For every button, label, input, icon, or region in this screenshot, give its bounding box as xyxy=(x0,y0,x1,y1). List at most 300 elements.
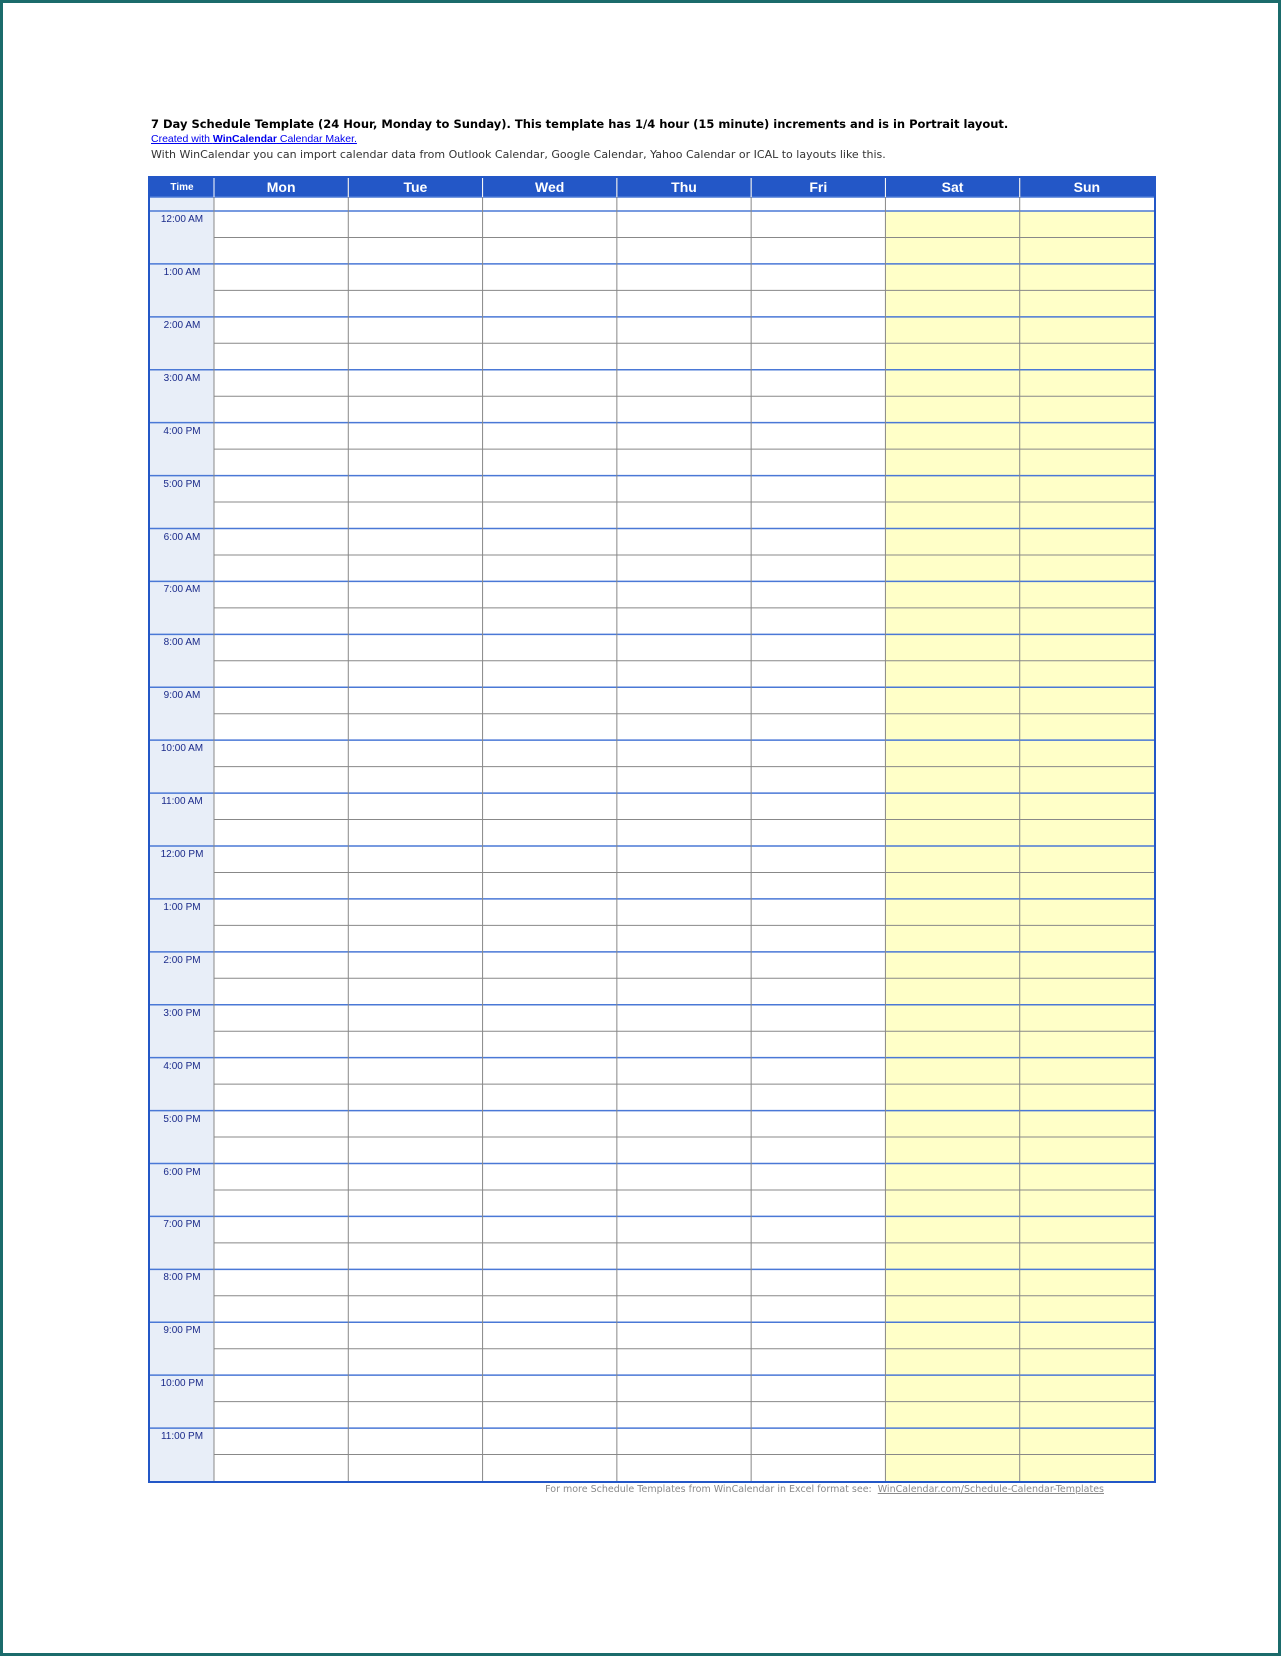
schedule-slot[interactable] xyxy=(886,1032,1018,1056)
schedule-slot[interactable] xyxy=(618,344,750,368)
schedule-slot[interactable] xyxy=(349,1376,481,1400)
schedule-slot[interactable] xyxy=(349,477,481,501)
schedule-slot[interactable] xyxy=(484,397,616,421)
schedule-slot[interactable] xyxy=(215,582,347,606)
schedule-slot[interactable] xyxy=(886,238,1018,262)
schedule-slot[interactable] xyxy=(618,1350,750,1374)
schedule-slot[interactable] xyxy=(484,530,616,554)
schedule-slot[interactable] xyxy=(618,768,750,792)
schedule-slot[interactable] xyxy=(1021,291,1153,315)
schedule-slot[interactable] xyxy=(484,1191,616,1215)
schedule-slot[interactable] xyxy=(349,768,481,792)
schedule-slot[interactable] xyxy=(349,371,481,395)
schedule-slot[interactable] xyxy=(1021,821,1153,845)
schedule-slot[interactable] xyxy=(349,688,481,712)
schedule-slot[interactable] xyxy=(1021,768,1153,792)
schedule-slot[interactable] xyxy=(886,847,1018,871)
schedule-slot[interactable] xyxy=(349,662,481,686)
schedule-slot[interactable] xyxy=(886,1165,1018,1189)
schedule-slot[interactable] xyxy=(215,371,347,395)
schedule-slot[interactable] xyxy=(484,741,616,765)
schedule-slot[interactable] xyxy=(215,1085,347,1109)
schedule-slot[interactable] xyxy=(886,291,1018,315)
schedule-slot[interactable] xyxy=(215,291,347,315)
schedule-slot[interactable] xyxy=(484,900,616,924)
schedule-slot[interactable] xyxy=(215,1297,347,1321)
schedule-slot[interactable] xyxy=(618,265,750,289)
schedule-slot[interactable] xyxy=(618,1376,750,1400)
schedule-slot[interactable] xyxy=(618,371,750,395)
schedule-slot[interactable] xyxy=(349,794,481,818)
schedule-slot[interactable] xyxy=(484,477,616,501)
schedule-slot[interactable] xyxy=(618,609,750,633)
schedule-slot[interactable] xyxy=(215,397,347,421)
schedule-slot[interactable] xyxy=(886,715,1018,739)
schedule-slot[interactable] xyxy=(886,741,1018,765)
schedule-slot[interactable] xyxy=(1021,609,1153,633)
schedule-slot[interactable] xyxy=(215,318,347,342)
schedule-slot[interactable] xyxy=(215,1429,347,1453)
schedule-slot[interactable] xyxy=(484,371,616,395)
schedule-slot[interactable] xyxy=(1021,265,1153,289)
schedule-slot[interactable] xyxy=(752,688,884,712)
schedule-slot[interactable] xyxy=(752,1376,884,1400)
schedule-slot[interactable] xyxy=(1021,1456,1153,1480)
schedule-slot[interactable] xyxy=(618,1456,750,1480)
schedule-slot[interactable] xyxy=(1021,1323,1153,1347)
schedule-slot[interactable] xyxy=(886,953,1018,977)
schedule-slot[interactable] xyxy=(484,821,616,845)
schedule-slot[interactable] xyxy=(886,688,1018,712)
schedule-slot[interactable] xyxy=(886,900,1018,924)
schedule-slot[interactable] xyxy=(886,530,1018,554)
schedule-slot[interactable] xyxy=(618,1297,750,1321)
schedule-slot[interactable] xyxy=(618,397,750,421)
schedule-slot[interactable] xyxy=(752,847,884,871)
schedule-slot[interactable] xyxy=(618,741,750,765)
schedule-slot[interactable] xyxy=(1021,1085,1153,1109)
schedule-slot[interactable] xyxy=(484,1217,616,1241)
schedule-slot[interactable] xyxy=(1021,556,1153,580)
schedule-slot[interactable] xyxy=(484,1456,616,1480)
schedule-slot[interactable] xyxy=(349,1217,481,1241)
schedule-slot[interactable] xyxy=(215,873,347,897)
schedule-slot[interactable] xyxy=(886,926,1018,950)
schedule-slot[interactable] xyxy=(1021,794,1153,818)
schedule-slot[interactable] xyxy=(752,768,884,792)
schedule-slot[interactable] xyxy=(1021,1217,1153,1241)
schedule-slot[interactable] xyxy=(1021,1165,1153,1189)
schedule-slot[interactable] xyxy=(349,715,481,739)
footer-link[interactable]: WinCalendar.com/Schedule-Calendar-Templates xyxy=(877,1484,1104,1495)
schedule-slot[interactable] xyxy=(349,1350,481,1374)
schedule-slot[interactable] xyxy=(1021,741,1153,765)
schedule-slot[interactable] xyxy=(1021,318,1153,342)
schedule-slot[interactable] xyxy=(349,556,481,580)
schedule-slot[interactable] xyxy=(886,873,1018,897)
schedule-slot[interactable] xyxy=(215,715,347,739)
schedule-slot[interactable] xyxy=(215,477,347,501)
schedule-slot[interactable] xyxy=(215,794,347,818)
schedule-slot[interactable] xyxy=(618,503,750,527)
schedule-slot[interactable] xyxy=(618,212,750,236)
schedule-slot[interactable] xyxy=(618,873,750,897)
schedule-slot[interactable] xyxy=(215,768,347,792)
schedule-slot[interactable] xyxy=(752,1112,884,1136)
schedule-slot[interactable] xyxy=(618,1112,750,1136)
schedule-slot[interactable] xyxy=(752,1270,884,1294)
schedule-slot[interactable] xyxy=(886,1217,1018,1241)
schedule-slot[interactable] xyxy=(349,1006,481,1030)
schedule-slot[interactable] xyxy=(886,1191,1018,1215)
schedule-slot[interactable] xyxy=(752,424,884,448)
schedule-slot[interactable] xyxy=(752,503,884,527)
schedule-slot[interactable] xyxy=(886,1085,1018,1109)
schedule-slot[interactable] xyxy=(886,1059,1018,1083)
schedule-slot[interactable] xyxy=(886,1350,1018,1374)
schedule-slot[interactable] xyxy=(752,238,884,262)
schedule-slot[interactable] xyxy=(484,635,616,659)
schedule-slot[interactable] xyxy=(349,1032,481,1056)
schedule-slot[interactable] xyxy=(215,1165,347,1189)
schedule-slot[interactable] xyxy=(484,768,616,792)
schedule-slot[interactable] xyxy=(215,1270,347,1294)
schedule-slot[interactable] xyxy=(1021,1376,1153,1400)
schedule-slot[interactable] xyxy=(1021,212,1153,236)
schedule-slot[interactable] xyxy=(752,794,884,818)
schedule-slot[interactable] xyxy=(752,1032,884,1056)
schedule-slot[interactable] xyxy=(349,1112,481,1136)
schedule-slot[interactable] xyxy=(484,1323,616,1347)
schedule-slot[interactable] xyxy=(752,1350,884,1374)
schedule-slot[interactable] xyxy=(752,926,884,950)
schedule-slot[interactable] xyxy=(886,662,1018,686)
schedule-slot[interactable] xyxy=(886,1270,1018,1294)
schedule-slot[interactable] xyxy=(618,662,750,686)
schedule-slot[interactable] xyxy=(349,1085,481,1109)
schedule-slot[interactable] xyxy=(484,582,616,606)
wincalendar-link[interactable] xyxy=(151,132,1111,146)
schedule-slot[interactable] xyxy=(484,1112,616,1136)
schedule-slot[interactable] xyxy=(349,953,481,977)
schedule-slot[interactable] xyxy=(618,1217,750,1241)
schedule-slot[interactable] xyxy=(484,291,616,315)
schedule-slot[interactable] xyxy=(484,847,616,871)
schedule-slot[interactable] xyxy=(484,794,616,818)
schedule-slot[interactable] xyxy=(349,635,481,659)
schedule-slot[interactable] xyxy=(215,1217,347,1241)
schedule-slot[interactable] xyxy=(886,503,1018,527)
schedule-slot[interactable] xyxy=(618,530,750,554)
schedule-slot[interactable] xyxy=(484,1244,616,1268)
schedule-slot[interactable] xyxy=(752,1244,884,1268)
schedule-slot[interactable] xyxy=(215,635,347,659)
schedule-slot[interactable] xyxy=(349,1165,481,1189)
schedule-slot[interactable] xyxy=(1021,503,1153,527)
schedule-slot[interactable] xyxy=(215,1244,347,1268)
schedule-slot[interactable] xyxy=(1021,1191,1153,1215)
schedule-slot[interactable] xyxy=(752,900,884,924)
schedule-slot[interactable] xyxy=(618,1085,750,1109)
schedule-slot[interactable] xyxy=(349,1297,481,1321)
schedule-slot[interactable] xyxy=(349,503,481,527)
schedule-slot[interactable] xyxy=(752,873,884,897)
schedule-slot[interactable] xyxy=(484,450,616,474)
schedule-slot[interactable] xyxy=(752,1429,884,1453)
schedule-slot[interactable] xyxy=(618,424,750,448)
schedule-slot[interactable] xyxy=(886,1429,1018,1453)
schedule-slot[interactable] xyxy=(752,477,884,501)
schedule-slot[interactable] xyxy=(1021,688,1153,712)
schedule-slot[interactable] xyxy=(752,318,884,342)
schedule-slot[interactable] xyxy=(215,212,347,236)
schedule-slot[interactable] xyxy=(349,1244,481,1268)
schedule-slot[interactable] xyxy=(484,1376,616,1400)
schedule-slot[interactable] xyxy=(215,609,347,633)
schedule-slot[interactable] xyxy=(215,238,347,262)
schedule-slot[interactable] xyxy=(752,821,884,845)
schedule-slot[interactable] xyxy=(886,609,1018,633)
schedule-slot[interactable] xyxy=(1021,450,1153,474)
schedule-slot[interactable] xyxy=(215,424,347,448)
schedule-slot[interactable] xyxy=(484,1429,616,1453)
schedule-slot[interactable] xyxy=(215,1456,347,1480)
schedule-slot[interactable] xyxy=(752,556,884,580)
schedule-slot[interactable] xyxy=(886,1112,1018,1136)
schedule-slot[interactable] xyxy=(1021,715,1153,739)
schedule-slot[interactable] xyxy=(618,794,750,818)
schedule-slot[interactable] xyxy=(1021,582,1153,606)
schedule-slot[interactable] xyxy=(215,556,347,580)
schedule-slot[interactable] xyxy=(484,1032,616,1056)
schedule-slot[interactable] xyxy=(349,1270,481,1294)
schedule-slot[interactable] xyxy=(484,1350,616,1374)
schedule-slot[interactable] xyxy=(752,635,884,659)
schedule-slot[interactable] xyxy=(1021,635,1153,659)
schedule-slot[interactable] xyxy=(1021,1112,1153,1136)
schedule-slot[interactable] xyxy=(886,1323,1018,1347)
schedule-slot[interactable] xyxy=(618,1323,750,1347)
schedule-slot[interactable] xyxy=(752,1403,884,1427)
schedule-slot[interactable] xyxy=(349,238,481,262)
schedule-slot[interactable] xyxy=(886,1006,1018,1030)
schedule-slot[interactable] xyxy=(215,741,347,765)
schedule-slot[interactable] xyxy=(752,979,884,1003)
schedule-slot[interactable] xyxy=(1021,1297,1153,1321)
schedule-slot[interactable] xyxy=(618,1138,750,1162)
schedule-slot[interactable] xyxy=(618,1165,750,1189)
schedule-slot[interactable] xyxy=(886,556,1018,580)
schedule-slot[interactable] xyxy=(886,1297,1018,1321)
schedule-slot[interactable] xyxy=(618,979,750,1003)
schedule-slot[interactable] xyxy=(215,847,347,871)
schedule-slot[interactable] xyxy=(618,926,750,950)
schedule-slot[interactable] xyxy=(752,212,884,236)
schedule-slot[interactable] xyxy=(215,953,347,977)
schedule-slot[interactable] xyxy=(1021,344,1153,368)
schedule-slot[interactable] xyxy=(1021,662,1153,686)
schedule-slot[interactable] xyxy=(618,1006,750,1030)
schedule-slot[interactable] xyxy=(618,291,750,315)
schedule-slot[interactable] xyxy=(752,953,884,977)
schedule-slot[interactable] xyxy=(618,1059,750,1083)
schedule-slot[interactable] xyxy=(215,530,347,554)
schedule-slot[interactable] xyxy=(349,847,481,871)
schedule-slot[interactable] xyxy=(618,821,750,845)
schedule-slot[interactable] xyxy=(1021,477,1153,501)
schedule-slot[interactable] xyxy=(349,873,481,897)
schedule-slot[interactable] xyxy=(215,503,347,527)
schedule-slot[interactable] xyxy=(752,450,884,474)
schedule-slot[interactable] xyxy=(484,715,616,739)
schedule-slot[interactable] xyxy=(618,318,750,342)
schedule-slot[interactable] xyxy=(215,1403,347,1427)
schedule-slot[interactable] xyxy=(752,741,884,765)
schedule-slot[interactable] xyxy=(886,821,1018,845)
schedule-slot[interactable] xyxy=(349,609,481,633)
schedule-slot[interactable] xyxy=(484,503,616,527)
schedule-slot[interactable] xyxy=(886,477,1018,501)
schedule-slot[interactable] xyxy=(484,318,616,342)
schedule-slot[interactable] xyxy=(886,1456,1018,1480)
schedule-slot[interactable] xyxy=(752,1138,884,1162)
schedule-slot[interactable] xyxy=(752,662,884,686)
schedule-slot[interactable] xyxy=(349,212,481,236)
schedule-slot[interactable] xyxy=(1021,1138,1153,1162)
schedule-slot[interactable] xyxy=(1021,424,1153,448)
schedule-slot[interactable] xyxy=(215,1376,347,1400)
schedule-slot[interactable] xyxy=(1021,1032,1153,1056)
schedule-slot[interactable] xyxy=(215,1350,347,1374)
schedule-slot[interactable] xyxy=(752,609,884,633)
schedule-slot[interactable] xyxy=(618,1244,750,1268)
schedule-slot[interactable] xyxy=(484,688,616,712)
schedule-slot[interactable] xyxy=(484,953,616,977)
schedule-slot[interactable] xyxy=(215,1006,347,1030)
schedule-slot[interactable] xyxy=(215,688,347,712)
schedule-slot[interactable] xyxy=(484,979,616,1003)
schedule-slot[interactable] xyxy=(886,1376,1018,1400)
schedule-slot[interactable] xyxy=(752,1191,884,1215)
schedule-slot[interactable] xyxy=(484,212,616,236)
schedule-slot[interactable] xyxy=(349,291,481,315)
schedule-slot[interactable] xyxy=(752,1217,884,1241)
schedule-slot[interactable] xyxy=(752,1456,884,1480)
schedule-slot[interactable] xyxy=(215,1059,347,1083)
schedule-slot[interactable] xyxy=(215,1032,347,1056)
schedule-slot[interactable] xyxy=(484,609,616,633)
schedule-slot[interactable] xyxy=(752,1165,884,1189)
schedule-slot[interactable] xyxy=(618,1191,750,1215)
schedule-slot[interactable] xyxy=(349,900,481,924)
schedule-slot[interactable] xyxy=(886,318,1018,342)
schedule-slot[interactable] xyxy=(752,1059,884,1083)
schedule-slot[interactable] xyxy=(484,1297,616,1321)
schedule-slot[interactable] xyxy=(484,662,616,686)
schedule-slot[interactable] xyxy=(1021,1350,1153,1374)
schedule-slot[interactable] xyxy=(752,265,884,289)
schedule-slot[interactable] xyxy=(1021,847,1153,871)
schedule-slot[interactable] xyxy=(484,1138,616,1162)
schedule-slot[interactable] xyxy=(215,662,347,686)
schedule-slot[interactable] xyxy=(752,1323,884,1347)
schedule-slot[interactable] xyxy=(886,344,1018,368)
schedule-slot[interactable] xyxy=(349,821,481,845)
schedule-slot[interactable] xyxy=(215,926,347,950)
schedule-slot[interactable] xyxy=(618,847,750,871)
schedule-slot[interactable] xyxy=(886,1403,1018,1427)
schedule-slot[interactable] xyxy=(1021,1244,1153,1268)
schedule-slot[interactable] xyxy=(349,1191,481,1215)
schedule-slot[interactable] xyxy=(484,344,616,368)
schedule-slot[interactable] xyxy=(886,397,1018,421)
schedule-slot[interactable] xyxy=(618,900,750,924)
schedule-slot[interactable] xyxy=(618,582,750,606)
schedule-slot[interactable] xyxy=(752,1297,884,1321)
schedule-slot[interactable] xyxy=(215,979,347,1003)
schedule-slot[interactable] xyxy=(618,1403,750,1427)
schedule-slot[interactable] xyxy=(618,1429,750,1453)
schedule-slot[interactable] xyxy=(349,979,481,1003)
schedule-slot[interactable] xyxy=(349,424,481,448)
schedule-slot[interactable] xyxy=(215,344,347,368)
schedule-slot[interactable] xyxy=(215,1138,347,1162)
schedule-slot[interactable] xyxy=(618,715,750,739)
schedule-slot[interactable] xyxy=(215,1112,347,1136)
schedule-slot[interactable] xyxy=(349,265,481,289)
schedule-slot[interactable] xyxy=(349,1456,481,1480)
schedule-slot[interactable] xyxy=(886,794,1018,818)
schedule-slot[interactable] xyxy=(618,1270,750,1294)
schedule-slot[interactable] xyxy=(349,450,481,474)
schedule-slot[interactable] xyxy=(349,397,481,421)
schedule-slot[interactable] xyxy=(484,265,616,289)
schedule-slot[interactable] xyxy=(618,688,750,712)
schedule-slot[interactable] xyxy=(484,1085,616,1109)
schedule-slot[interactable] xyxy=(1021,953,1153,977)
schedule-slot[interactable] xyxy=(349,1403,481,1427)
schedule-slot[interactable] xyxy=(484,1403,616,1427)
schedule-slot[interactable] xyxy=(349,1323,481,1347)
schedule-slot[interactable] xyxy=(886,1138,1018,1162)
schedule-slot[interactable] xyxy=(886,450,1018,474)
schedule-slot[interactable] xyxy=(752,371,884,395)
schedule-slot[interactable] xyxy=(349,1138,481,1162)
schedule-slot[interactable] xyxy=(886,424,1018,448)
schedule-slot[interactable] xyxy=(1021,371,1153,395)
schedule-slot[interactable] xyxy=(886,265,1018,289)
schedule-slot[interactable] xyxy=(618,556,750,580)
schedule-slot[interactable] xyxy=(1021,238,1153,262)
schedule-slot[interactable] xyxy=(1021,1403,1153,1427)
schedule-slot[interactable] xyxy=(1021,397,1153,421)
schedule-slot[interactable] xyxy=(349,741,481,765)
schedule-slot[interactable] xyxy=(484,873,616,897)
schedule-slot[interactable] xyxy=(349,1429,481,1453)
schedule-slot[interactable] xyxy=(215,1323,347,1347)
schedule-slot[interactable] xyxy=(1021,1270,1153,1294)
schedule-slot[interactable] xyxy=(752,291,884,315)
schedule-slot[interactable] xyxy=(484,1059,616,1083)
schedule-slot[interactable] xyxy=(618,953,750,977)
schedule-slot[interactable] xyxy=(1021,530,1153,554)
schedule-slot[interactable] xyxy=(215,265,347,289)
schedule-slot[interactable] xyxy=(1021,900,1153,924)
schedule-slot[interactable] xyxy=(484,926,616,950)
schedule-slot[interactable] xyxy=(484,424,616,448)
schedule-slot[interactable] xyxy=(1021,1006,1153,1030)
schedule-slot[interactable] xyxy=(752,1006,884,1030)
